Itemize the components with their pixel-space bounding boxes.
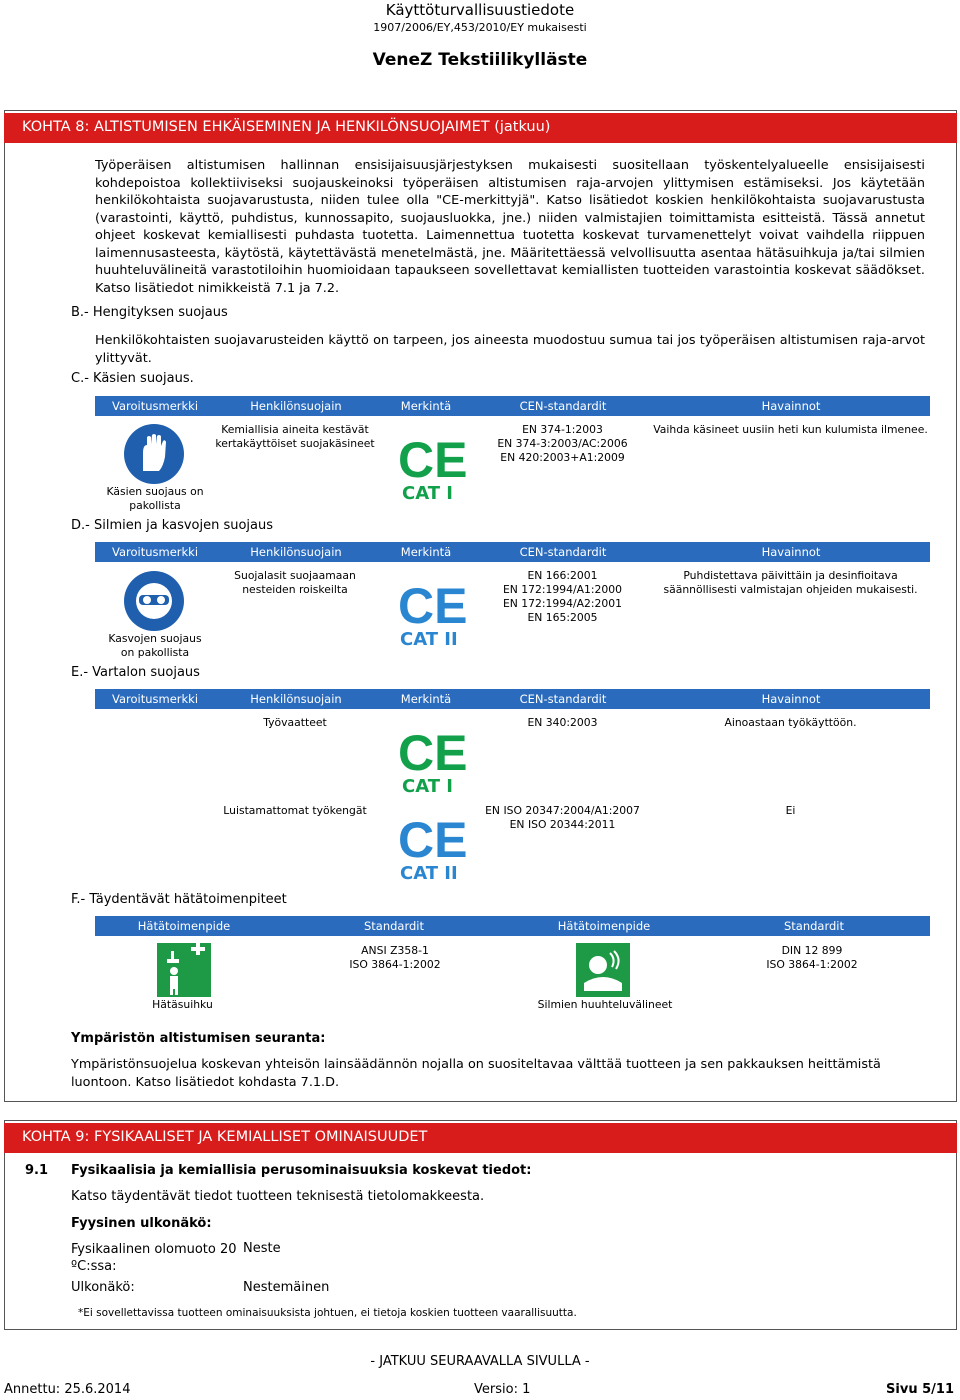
svg-text:CE: CE [398, 432, 468, 488]
col-measure: Hätätoimenpide [137, 919, 231, 933]
cat-label: CAT I [402, 483, 453, 504]
svg-text:CE: CE [398, 578, 468, 634]
standard-item: EN 172:1994/A1:2000 [502, 583, 623, 596]
issued-date: Annettu: 25.6.2014 [4, 1382, 131, 1397]
eye-sign-label: Kasvojen suojaus on pakollista [108, 632, 202, 659]
state-value: Neste [243, 1241, 281, 1256]
eye-equipment: Suojalasit suojaamaan nesteiden roiskeilta [234, 569, 356, 596]
env-text: Ympäristönsuojelua koskevan yhteisön lainsäädännön nojalla on suositeltavaa välttää tuotteen ja sen pakkauksen heittämistä luontoon. Katso lisätiedot kohdasta 7.1.D. [71, 1057, 881, 1090]
appearance-title: Fyysinen ulkonäkö: [71, 1216, 212, 1231]
svg-text:CE: CE [398, 812, 468, 868]
col-mark: Merkintä [400, 399, 452, 413]
col-remarks: Havainnot [761, 692, 821, 706]
ce-mark-body-2 [398, 812, 468, 884]
standard-item: DIN 12 899 [781, 944, 843, 957]
regulation-line: 1907/2006/EY,453/2010/EY mukaisesti [373, 21, 587, 34]
eyewash-standards [737, 944, 887, 972]
hand-label: C.- Käsien suojaus. [71, 371, 194, 386]
col-remarks: Havainnot [761, 399, 821, 413]
ce-icon [398, 812, 468, 868]
col-equipment: Henkilönsuojain [250, 399, 342, 413]
col-standards: CEN-standardit [519, 399, 607, 413]
standard-item: EN 420:2003+A1:2009 [500, 451, 625, 464]
face-protection-mandatory-icon [123, 570, 185, 632]
eye-label: D.- Silmien ja kasvojen suojaus [71, 518, 274, 533]
emergency-shower-icon [157, 943, 211, 997]
gloves-mandatory-icon [123, 423, 185, 485]
shower-label: Hätäsuihku [152, 998, 213, 1011]
standard-item: EN 172:1994/A2:2001 [502, 597, 623, 610]
subsection-text: Katso täydentävät tiedot tuotteen teknisestä tietolomakkeesta. [71, 1189, 485, 1204]
body-equipment-1: Työvaatteet [263, 716, 327, 729]
standard-item: EN 374-3:2003/AC:2006 [497, 437, 628, 450]
col-standards: Standardit [783, 919, 845, 933]
cat-label: CAT I [402, 776, 453, 797]
respiratory-text: Henkilökohtaisten suojavarusteiden käyttö on tarpeen, jos aineesta muodostuu sumua tai jos työperäisen altistumisen raja-arvot ylittyvät. [95, 333, 925, 366]
col-measure: Hätätoimenpide [557, 919, 651, 933]
document-title: Käyttöturvallisuustiedote [385, 1, 575, 19]
product-name: VeneZ Tekstiilikylläste [372, 50, 588, 70]
version: Versio: 1 [474, 1382, 531, 1397]
ce-icon [398, 725, 468, 781]
hand-equipment: Kemiallisia aineita kestävät kertakäyttöiset suojakäsineet [215, 423, 375, 450]
col-standards: Standardit [363, 919, 425, 933]
col-sign: Varoitusmerkki [111, 545, 199, 559]
eye-table-header [95, 542, 930, 562]
subsection-title: Fysikaalisia ja kemiallisia perusominaisuuksia koskevat tiedot: [71, 1163, 532, 1178]
body-remarks-1: Ainoastaan työkäyttöön. [724, 716, 857, 729]
eyewash-station-icon [576, 943, 630, 997]
standard-item: EN 374-1:2003 [522, 423, 603, 436]
hand-sign-label: Käsien suojaus on pakollista [106, 485, 204, 512]
intro-paragraph: Työperäisen altistumisen hallinnan ensisijaisuusjärjestyksen mukaisesti suositellaan työskentelyalueelle ensisijaisesti kohdepoistoa kollektiiviseksi suojauskeinoksi työperäisen altistumisen raja-arvojen ylittymisen estämiseksi. Jos käytetään henkilökohtaista suojavarustusta, niiden tulee olla "CE-merkittyjä". Katso lisätiedot koskien henkilökohtaista suojavarustusta (varastointi, käyttö, puhdistus, kunnossapito, suojausluokka, jne.) niiden valmistajien toimittamista esitteistä. Tässä annetut ohjeet koskevat kemiallisesti puhdasta tuotetta. Laimennettua tuotetta koskevat turvamenettelyt voivat vaihdella riippuen laimennusasteesta, käytöstä, käytettävästä menetelmästä, jne. Määritettäessä velvollisuutta asentaa hätäsuihkuja ja/tai silmien huuhteluvälineitä varastotiloihin huomioidaan tapaukseen sovellettavat kemiallisten tuotteiden varastointia koskevat säädökset. Katso lisätiedot nimikkeistä 7.1 ja 7.2. [95, 158, 925, 296]
eye-remarks: Puhdistettava päivittäin ja desinfioitava säännöllisesti valmistajan ohjeiden mukaisesti. [663, 569, 918, 596]
eye-standards [490, 569, 635, 625]
standard-item: ISO 3864-1:2002 [766, 958, 858, 971]
ce-icon [398, 578, 468, 634]
page-number: Sivu 5/11 [886, 1382, 954, 1397]
body-standards-2 [475, 804, 650, 832]
svg-text:CE: CE [398, 725, 468, 781]
emergency-table-header [95, 916, 930, 936]
footnote: *Ei sovellettavissa tuotteen ominaisuuksista johtuen, ei tietoja koskien tuotteen vaarallisuutta. [78, 1307, 577, 1319]
col-mark: Merkintä [400, 545, 452, 559]
cat-label: CAT II [400, 863, 458, 884]
standard-item: EN 165:2005 [527, 611, 598, 624]
ce-mark-body-1 [398, 725, 468, 797]
subsection-number: 9.1 [25, 1163, 49, 1178]
body-remarks-2: Ei [785, 804, 796, 817]
ce-mark-eye [398, 578, 468, 650]
eyewash-label: Silmien huuhteluvälineet [537, 998, 673, 1011]
col-equipment: Henkilönsuojain [250, 692, 342, 706]
standard-item: EN 166:2001 [527, 569, 598, 582]
hand-table-header [95, 396, 930, 416]
section8-title: KOHTA 8: ALTISTUMISEN EHKÄISEMINEN JA HENKILÖNSUOJAIMET (jatkuu) [4, 113, 957, 143]
standard-item: ANSI Z358-1 [361, 944, 429, 957]
col-mark: Merkintä [400, 692, 452, 706]
shower-standards [320, 944, 470, 972]
respiratory-label: B.- Hengityksen suojaus [71, 305, 228, 320]
standard-item: EN 340:2003 [527, 716, 598, 729]
body-label: E.- Vartalon suojaus [71, 665, 200, 680]
body-standards-1 [475, 716, 650, 730]
col-standards: CEN-standardit [519, 545, 607, 559]
standard-item: ISO 3864-1:2002 [349, 958, 441, 971]
ce-icon [398, 432, 468, 488]
body-table-header [95, 689, 930, 709]
ce-mark-hand [398, 432, 468, 504]
standard-item: EN ISO 20344:2011 [509, 818, 616, 831]
hand-remarks: Vaihda käsineet uusiin heti kun kulumista ilmenee. [653, 423, 928, 436]
standard-item: EN ISO 20347:2004/A1:2007 [485, 804, 640, 817]
col-equipment: Henkilönsuojain [250, 545, 342, 559]
look-value: Nestemäinen [243, 1280, 330, 1295]
section9-title: KOHTA 9: FYSIKAALISET JA KEMIALLISET OMINAISUUDET [4, 1123, 957, 1153]
col-sign: Varoitusmerkki [111, 692, 199, 706]
body-equipment-2: Luistamattomat työkengät [223, 804, 367, 817]
hand-standards [490, 423, 635, 465]
look-label: Ulkonäkö: [71, 1280, 135, 1295]
env-title: Ympäristön altistumisen seuranta: [71, 1031, 326, 1046]
cat-label: CAT II [400, 629, 458, 650]
state-label: Fysikaalinen olomuoto 20 ºC:ssa: [71, 1242, 237, 1274]
col-standards: CEN-standardit [519, 692, 607, 706]
col-sign: Varoitusmerkki [111, 399, 199, 413]
emergency-label: F.- Täydentävät hätätoimenpiteet [71, 892, 287, 907]
col-remarks: Havainnot [761, 545, 821, 559]
continue-note: - JATKUU SEURAAVALLA SIVULLA - [370, 1354, 590, 1369]
